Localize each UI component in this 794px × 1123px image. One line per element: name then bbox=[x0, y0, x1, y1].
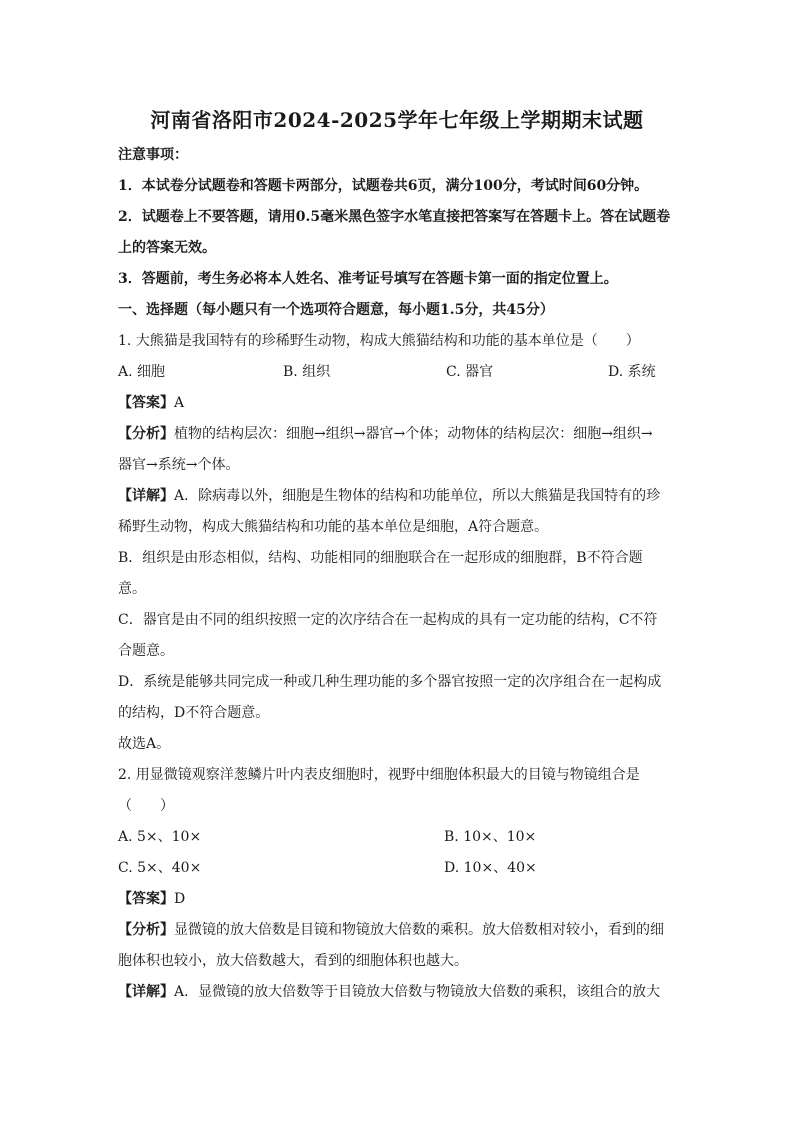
notice-item-2-cont: 上的答案无效。 bbox=[118, 240, 216, 256]
question-2-stem: 2. 用显微镜观察洋葱鳞片叶内表皮细胞时，视野中细胞体积最大的目镜与物镜组合是 bbox=[118, 767, 640, 783]
question-2-stem-cont: （ ） bbox=[118, 798, 174, 814]
detail-tag: 【详解】 bbox=[118, 488, 174, 504]
q1-detail-line-4: 意。 bbox=[118, 581, 146, 597]
answer-value: A bbox=[174, 395, 185, 411]
notice-item-2: 2．试题卷上不要答题，请用0.5毫米黑色签字水笔直接把答案写在答题卡上。答在试题卷 bbox=[118, 209, 671, 225]
answer-tag: 【答案】 bbox=[118, 395, 174, 411]
notice-item-3: 3．答题前，考生务必将本人姓名、准考证号填写在答题卡第一面的指定位置上。 bbox=[118, 271, 618, 287]
page-title: 河南省洛阳市2024-2025学年七年级上学期期末试题 bbox=[150, 108, 644, 132]
q1-detail-line-8: 的结构，D不符合题意。 bbox=[118, 705, 270, 721]
q2-analysis-cont: 胞体积也较小，放大倍数越大，看到的细胞体积也越大。 bbox=[118, 953, 468, 969]
q1-detail-line-5: C．器官是由不同的组织按照一定的次序结合在一起构成的具有一定功能的结构，C不符 bbox=[118, 612, 658, 628]
analysis-text: 显微镜的放大倍数是目镜和物镜放大倍数的乘积。放大倍数相对较小，看到的细 bbox=[174, 922, 664, 938]
q1-detail-line-6: 合题意。 bbox=[118, 643, 174, 659]
answer-value: D bbox=[174, 891, 186, 907]
analysis-tag: 【分析】 bbox=[118, 426, 174, 442]
q1-conclusion: 故选A。 bbox=[118, 736, 171, 752]
q2-option-b: B. 10×、10× bbox=[444, 829, 537, 845]
answer-tag: 【答案】 bbox=[118, 891, 174, 907]
q1-detail-line-3: B．组织是由形态相似，结构、功能相同的细胞联合在一起形成的细胞群，B不符合题 bbox=[118, 550, 643, 566]
notice-item-1: 1．本试卷分试题卷和答题卡两部分，试题卷共6页，满分100分，考试时间60分钟。 bbox=[118, 178, 649, 194]
q2-option-c: C. 5×、40× bbox=[118, 860, 202, 876]
q1-detail-line-7: D．系统是能够共同完成一种或几种生理功能的多个器官按照一定的次序组合在一起构成 bbox=[118, 674, 662, 690]
question-1-stem: 1. 大熊猫是我国特有的珍稀野生动物，构成大熊猫结构和功能的基本单位是（ ） bbox=[118, 333, 640, 349]
detail-text: A．显微镜的放大倍数等于目镜放大倍数与物镜放大倍数的乘积，该组合的放大 bbox=[174, 984, 661, 1000]
q2-detail bbox=[118, 982, 678, 1002]
q1-detail-line-2: 稀野生动物，构成大熊猫结构和功能的基本单位是细胞，A符合题意。 bbox=[118, 519, 549, 535]
analysis-text: 植物的结构层次：细胞→组织→器官→个体；动物体的结构层次：细胞→组织→ bbox=[174, 426, 653, 442]
detail-text: A．除病毒以外，细胞是生物体的结构和功能单位，所以大熊猫是我国特有的珍 bbox=[174, 488, 661, 504]
q2-answer bbox=[118, 889, 678, 909]
q2-analysis bbox=[118, 920, 678, 940]
q1-analysis-cont: 器官→系统→个体。 bbox=[118, 457, 240, 473]
q1-option-a: A. 细胞 bbox=[118, 364, 166, 380]
q1-answer bbox=[118, 393, 678, 413]
q1-option-d: D. 系统 bbox=[608, 364, 656, 380]
q2-option-a: A. 5×、10× bbox=[118, 829, 202, 845]
notice-heading: 注意事项： bbox=[118, 147, 188, 163]
analysis-tag: 【分析】 bbox=[118, 922, 174, 938]
q1-option-c: C. 器官 bbox=[446, 364, 494, 380]
q1-detail bbox=[118, 486, 678, 506]
section-heading: 一、选择题（每小题只有一个选项符合题意，每小题1.5分，共45分） bbox=[118, 302, 554, 318]
q2-option-d: D. 10×、40× bbox=[444, 860, 537, 876]
q1-analysis bbox=[118, 424, 678, 444]
q1-option-b: B. 组织 bbox=[283, 364, 331, 380]
detail-tag: 【详解】 bbox=[118, 984, 174, 1000]
